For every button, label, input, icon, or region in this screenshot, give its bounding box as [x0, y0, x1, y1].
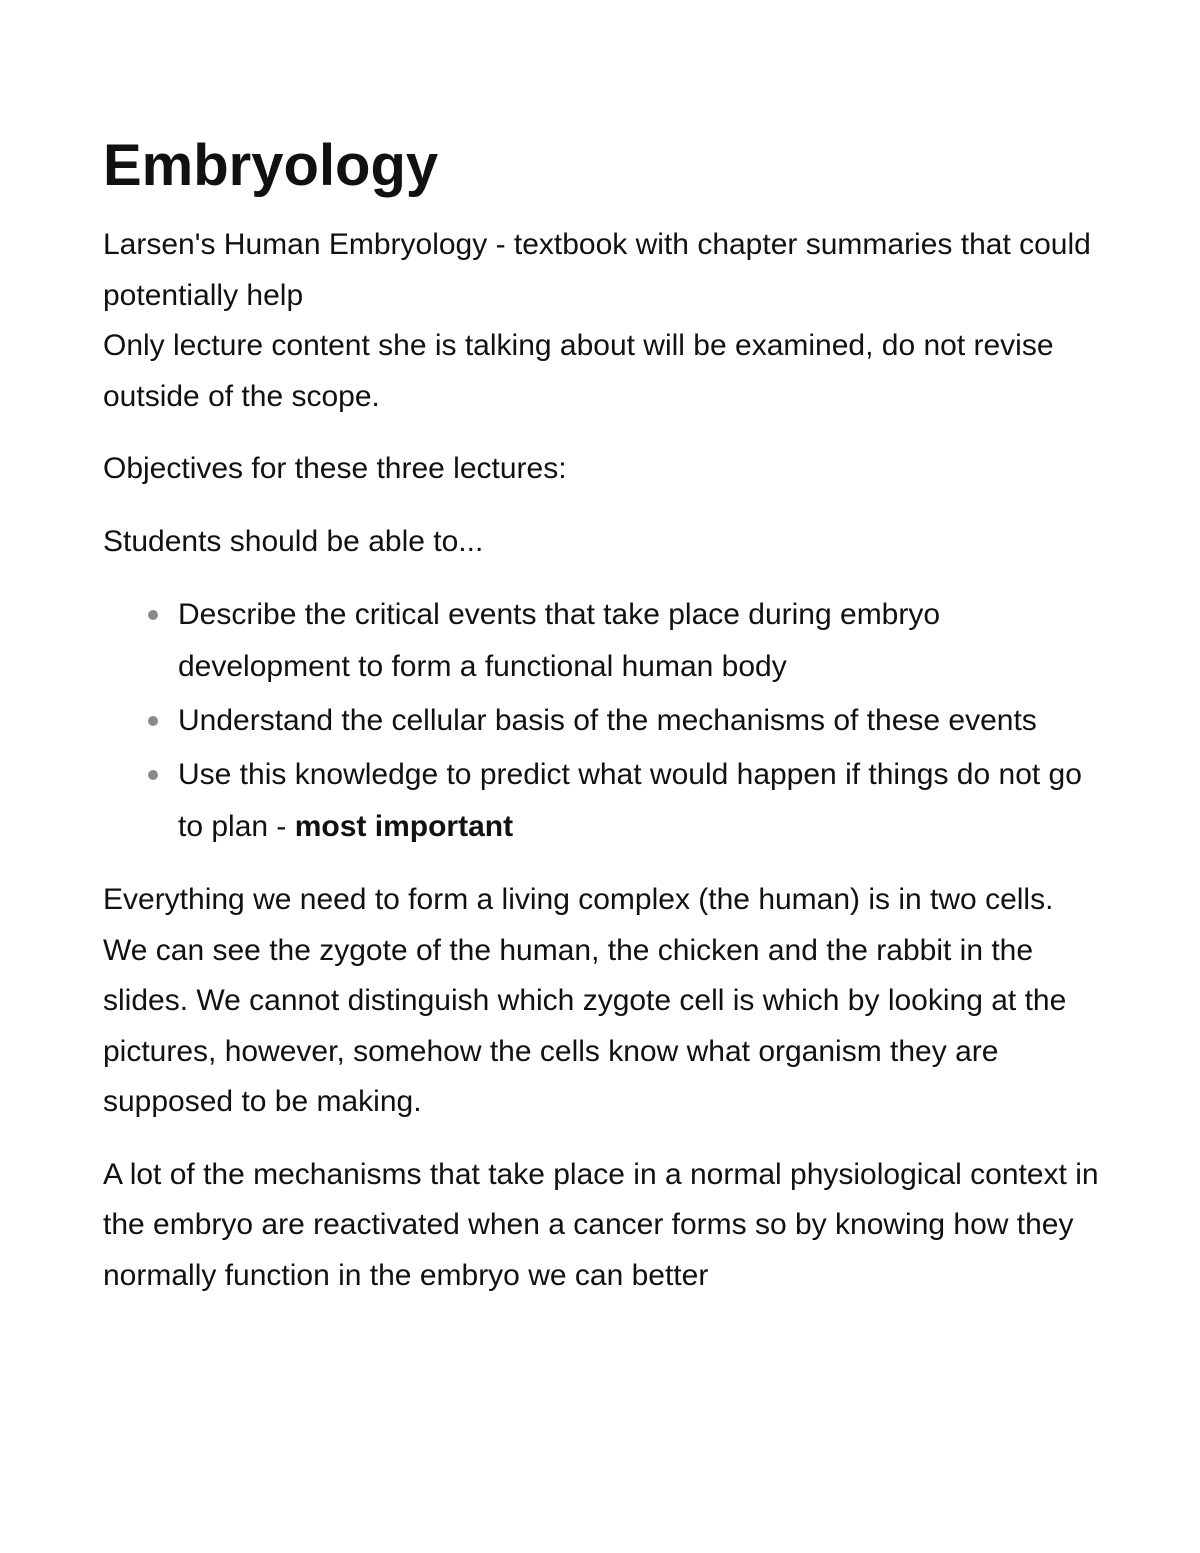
intro-scope-line: Only lecture content she is talking about will be examined, do not revise outside of the scope.: [103, 329, 1054, 413]
objective-text: Understand the cellular basis of the mechanisms of these events: [178, 704, 1037, 737]
students-line: Students should be able to...: [103, 524, 484, 558]
objectives-heading: Objectives for these three lectures:: [103, 452, 567, 485]
cells-paragraph-line2: We can see the zygote of the human, the chicken and the rabbit in the slides. We cannot distinguish which zygote cell is which by looking at the pictures, however, somehow the cells know what organism they are supposed to be making.: [103, 933, 1067, 1118]
intro-textbook-line: Larsen's Human Embryology - textbook with chapter summaries that could potentially help: [103, 228, 1091, 312]
document-title: Embryology: [103, 133, 439, 198]
cells-paragraph-line1: Everything we need to form a living complex (the human) is in two cells.: [103, 883, 1054, 916]
objectives-list: [103, 589, 1103, 853]
list-item: [178, 749, 1103, 853]
objective-text: Use this knowledge to predict what would happen if things do not go to plan -: [178, 758, 1082, 843]
document-page: [103, 128, 1103, 1301]
bullet-icon: [148, 770, 158, 780]
objective-text: Describe the critical events that take place during embryo development to form a functional human body: [178, 598, 941, 683]
bullet-icon: [148, 716, 158, 726]
list-item: [178, 695, 1103, 747]
cancer-paragraph: A lot of the mechanisms that take place in a normal physiological context in the embryo are reactivated when a cancer forms so by knowing how they normally function in the embryo we can better: [103, 1157, 1099, 1292]
list-item: [178, 589, 1103, 693]
objective-emphasis: most important: [294, 810, 514, 843]
bullet-icon: [148, 610, 158, 620]
